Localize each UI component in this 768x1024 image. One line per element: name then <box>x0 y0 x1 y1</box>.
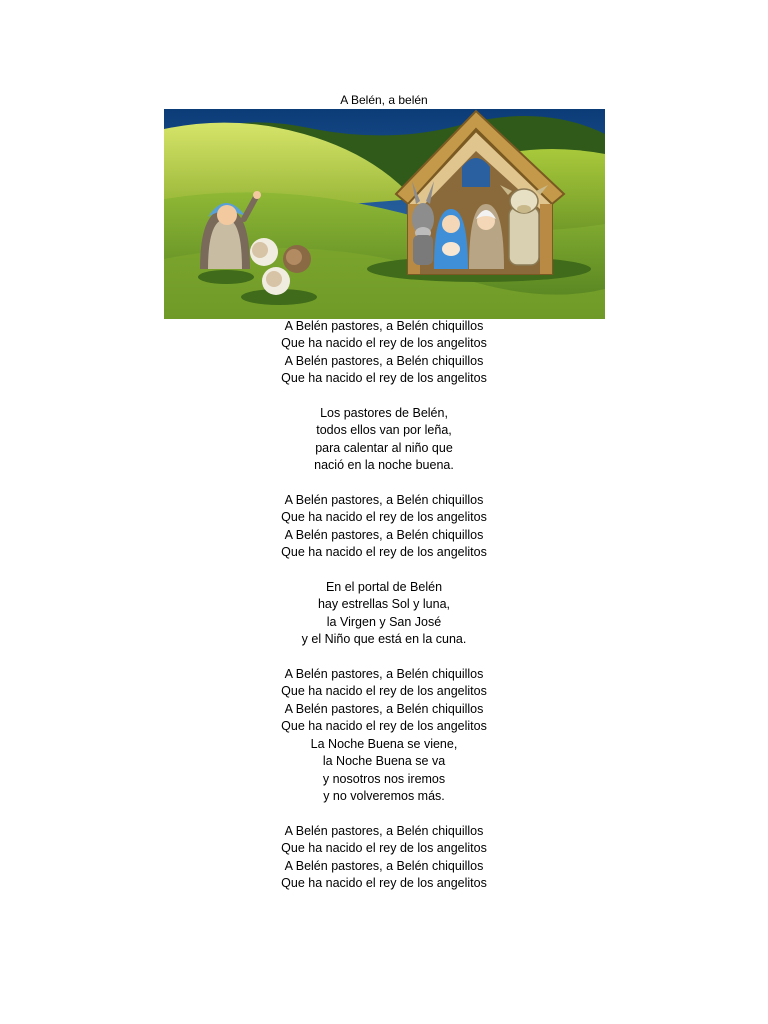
lyric-line: La Noche Buena se viene, <box>310 736 458 751</box>
lyric-line: Que ha nacido el rey de los angelitos <box>281 510 487 525</box>
lyric-line: A Belén pastores, a Belén chiquillos <box>284 701 484 716</box>
lyric-line: Que ha nacido el rey de los angelitos <box>281 875 487 890</box>
lyric-line: y el Niño que está en la cuna. <box>301 632 467 647</box>
lyric-line: A Belén pastores, a Belén chiquillos <box>284 667 484 682</box>
stanza <box>0 318 768 388</box>
lyric-line: A Belén pastores, a Belén chiquillos <box>284 858 484 873</box>
lyric-line: hay estrellas Sol y luna, <box>317 597 450 612</box>
lyric-line: la Noche Buena se va <box>322 754 446 769</box>
lyric-line: A Belén pastores, a Belén chiquillos <box>284 527 484 542</box>
lyric-line: Que ha nacido el rey de los angelitos <box>281 841 487 856</box>
lyric-line: Los pastores de Belén, <box>320 406 448 421</box>
lyric-line: Que ha nacido el rey de los angelitos <box>281 545 487 560</box>
lyric-line: y nosotros nos iremos <box>322 771 446 786</box>
lyric-line: y no volveremos más. <box>323 788 445 803</box>
lyric-line: A Belén pastores, a Belén chiquillos <box>284 353 484 368</box>
nativity-scene-illustration <box>164 109 605 319</box>
lyric-line: A Belén pastores, a Belén chiquillos <box>284 493 484 508</box>
lyric-line: A Belén pastores, a Belén chiquillos <box>284 319 484 333</box>
stanza <box>0 823 768 893</box>
lyric-line: Que ha nacido el rey de los angelitos <box>281 336 487 351</box>
lyric-line: Que ha nacido el rey de los angelitos <box>281 371 487 386</box>
stanza <box>0 492 768 562</box>
stanza <box>0 666 768 805</box>
stanza <box>0 579 768 649</box>
lyric-line: A Belén pastores, a Belén chiquillos <box>284 823 484 838</box>
lyric-line: nació en la noche buena. <box>314 458 454 473</box>
song-title: A Belén, a belén <box>340 93 428 107</box>
lyric-line: para calentar al niño que <box>315 440 453 455</box>
lyric-line: todos ellos van por leña, <box>316 423 452 438</box>
stanza <box>0 405 768 475</box>
song-lyrics <box>0 318 768 910</box>
lyric-line: Que ha nacido el rey de los angelitos <box>281 684 487 699</box>
lyric-line: En el portal de Belén <box>325 580 443 595</box>
lyric-line: la Virgen y San José <box>326 614 442 629</box>
lyric-line: Que ha nacido el rey de los angelitos <box>281 719 487 734</box>
